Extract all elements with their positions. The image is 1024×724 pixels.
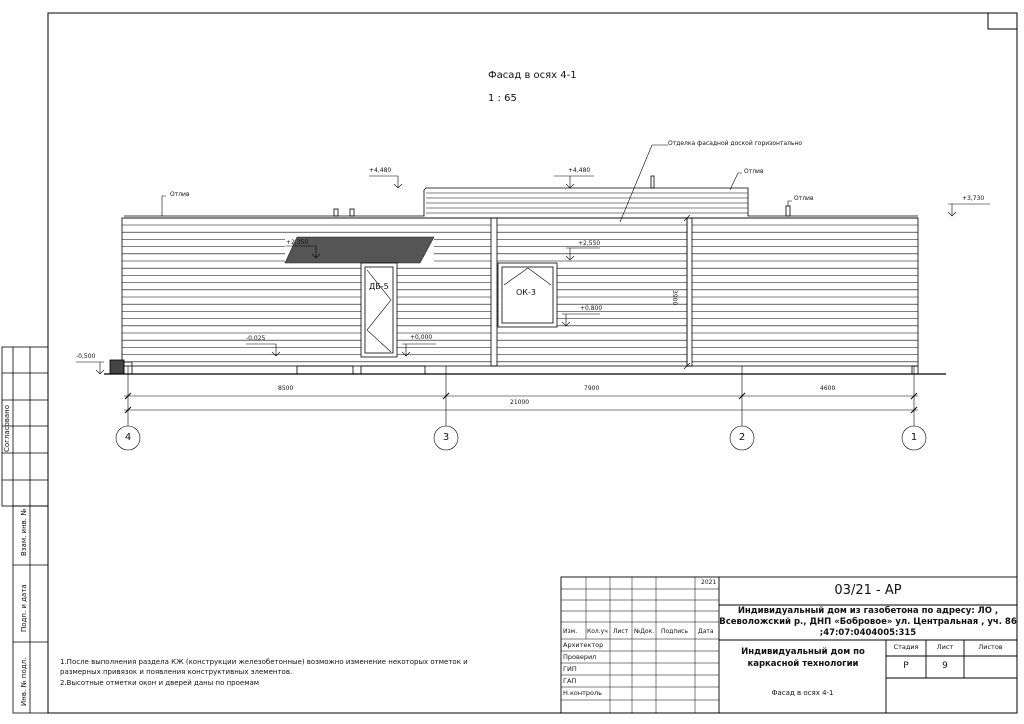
tb-sheet-title: Фасад в осях 4-1 — [771, 689, 834, 697]
sidebar-agreed: Согласовано — [3, 404, 11, 452]
drawing-scale: 1 : 65 — [488, 93, 517, 104]
elevation-minus-0500: -0,500 — [76, 353, 96, 360]
elevation-0000: +0,000 — [410, 334, 433, 341]
tb-object-line2: Всеволожский р., ДНП «Бобровое» ул. Центральная , уч. 86 — [719, 617, 1017, 627]
flashing-label-left: Отлив — [170, 191, 190, 198]
dim-7900: 7900 — [584, 385, 600, 392]
tb-building: Индивидуальный дом по каркасной технологии — [741, 647, 865, 669]
flashing-label-center: Отлив — [744, 168, 764, 175]
axis-marker-4: 4 — [124, 432, 132, 443]
tb-header-date: Дата — [698, 628, 714, 635]
window-mark: ОК-3 — [516, 288, 536, 297]
elevation-2550: +2,550 — [578, 240, 601, 247]
tb-header-izm: Изм. — [563, 628, 578, 635]
leaders — [76, 145, 990, 374]
tb-header-sign: Подпись — [661, 628, 688, 635]
tb-year: 2021 — [701, 579, 717, 586]
drawing-title: Фасад в осях 4-1 — [488, 70, 577, 81]
tb-object-line1: Индивидуальный дом из газобетона по адресу: ЛО , — [737, 606, 999, 616]
tb-sheets-label: Листов — [978, 643, 1003, 651]
plinth — [104, 360, 946, 374]
elevation-2350: +2,350 — [286, 239, 309, 246]
tb-stage-value: Р — [903, 661, 909, 671]
height-dimension-label: 3900 — [671, 290, 678, 306]
elevation-4480-left: +4,480 — [369, 167, 392, 174]
tb-sheet-value: 9 — [942, 661, 948, 671]
dimension-chains — [116, 366, 926, 450]
height-dimension — [684, 215, 690, 369]
axis-marker-1: 1 — [910, 432, 918, 443]
elevation-0800: +0,800 — [580, 305, 603, 312]
tb-object-line3: ;47:07:0404005:315 — [819, 628, 917, 638]
elevation-3730: +3,730 — [962, 195, 985, 202]
elevation-4480-right: +4,480 — [568, 167, 591, 174]
note-line-1: 1.После выполнения раздела КЖ (конструкции железобетонные) возможно изменение некоторых отметок и — [60, 658, 468, 666]
tb-header-kol: Кол.уч — [587, 628, 608, 635]
note-line-2: размерных привязок и появления конструктивных элементов. — [60, 668, 293, 676]
tb-header-list: Лист — [613, 628, 629, 635]
dim-4600: 4600 — [820, 385, 836, 392]
dim-8500: 8500 — [278, 385, 294, 392]
axis-marker-2: 2 — [738, 432, 746, 443]
tb-sheet-label: Лист — [936, 643, 954, 651]
sidebar-inv-orig: Инв. № подл. — [20, 657, 28, 706]
tb-stage-label: Стадия — [893, 643, 919, 651]
tb-role-checked: Проверил — [563, 653, 597, 661]
tb-role-normcontrol: Н.контроль — [563, 689, 602, 697]
tb-header-doc: №Док. — [634, 628, 655, 635]
door-mark: ДБ-5 — [369, 282, 389, 291]
tb-role-gip: ГИП — [563, 665, 577, 673]
sidebar-sign-date: Подп. и дата — [20, 584, 28, 632]
finish-note: Отделка фасадной доской горизонтально — [668, 140, 803, 147]
elevation-minus-0025: -0,025 — [246, 335, 266, 342]
tb-role-gap: ГАП — [563, 677, 577, 685]
dim-total: 21000 — [510, 399, 530, 406]
tb-code: 03/21 - АР — [834, 583, 902, 598]
tb-role-architect: Архитектор — [563, 641, 604, 649]
axis-marker-3: 3 — [442, 432, 450, 443]
door-opening — [361, 263, 397, 357]
flashing-label-right: Отлив — [794, 195, 814, 202]
sidebar-inv-replace: Взам. инв. № — [20, 508, 28, 556]
note-line-3: 2.Высотные отметки окон и дверей даны по проемам — [60, 679, 260, 687]
